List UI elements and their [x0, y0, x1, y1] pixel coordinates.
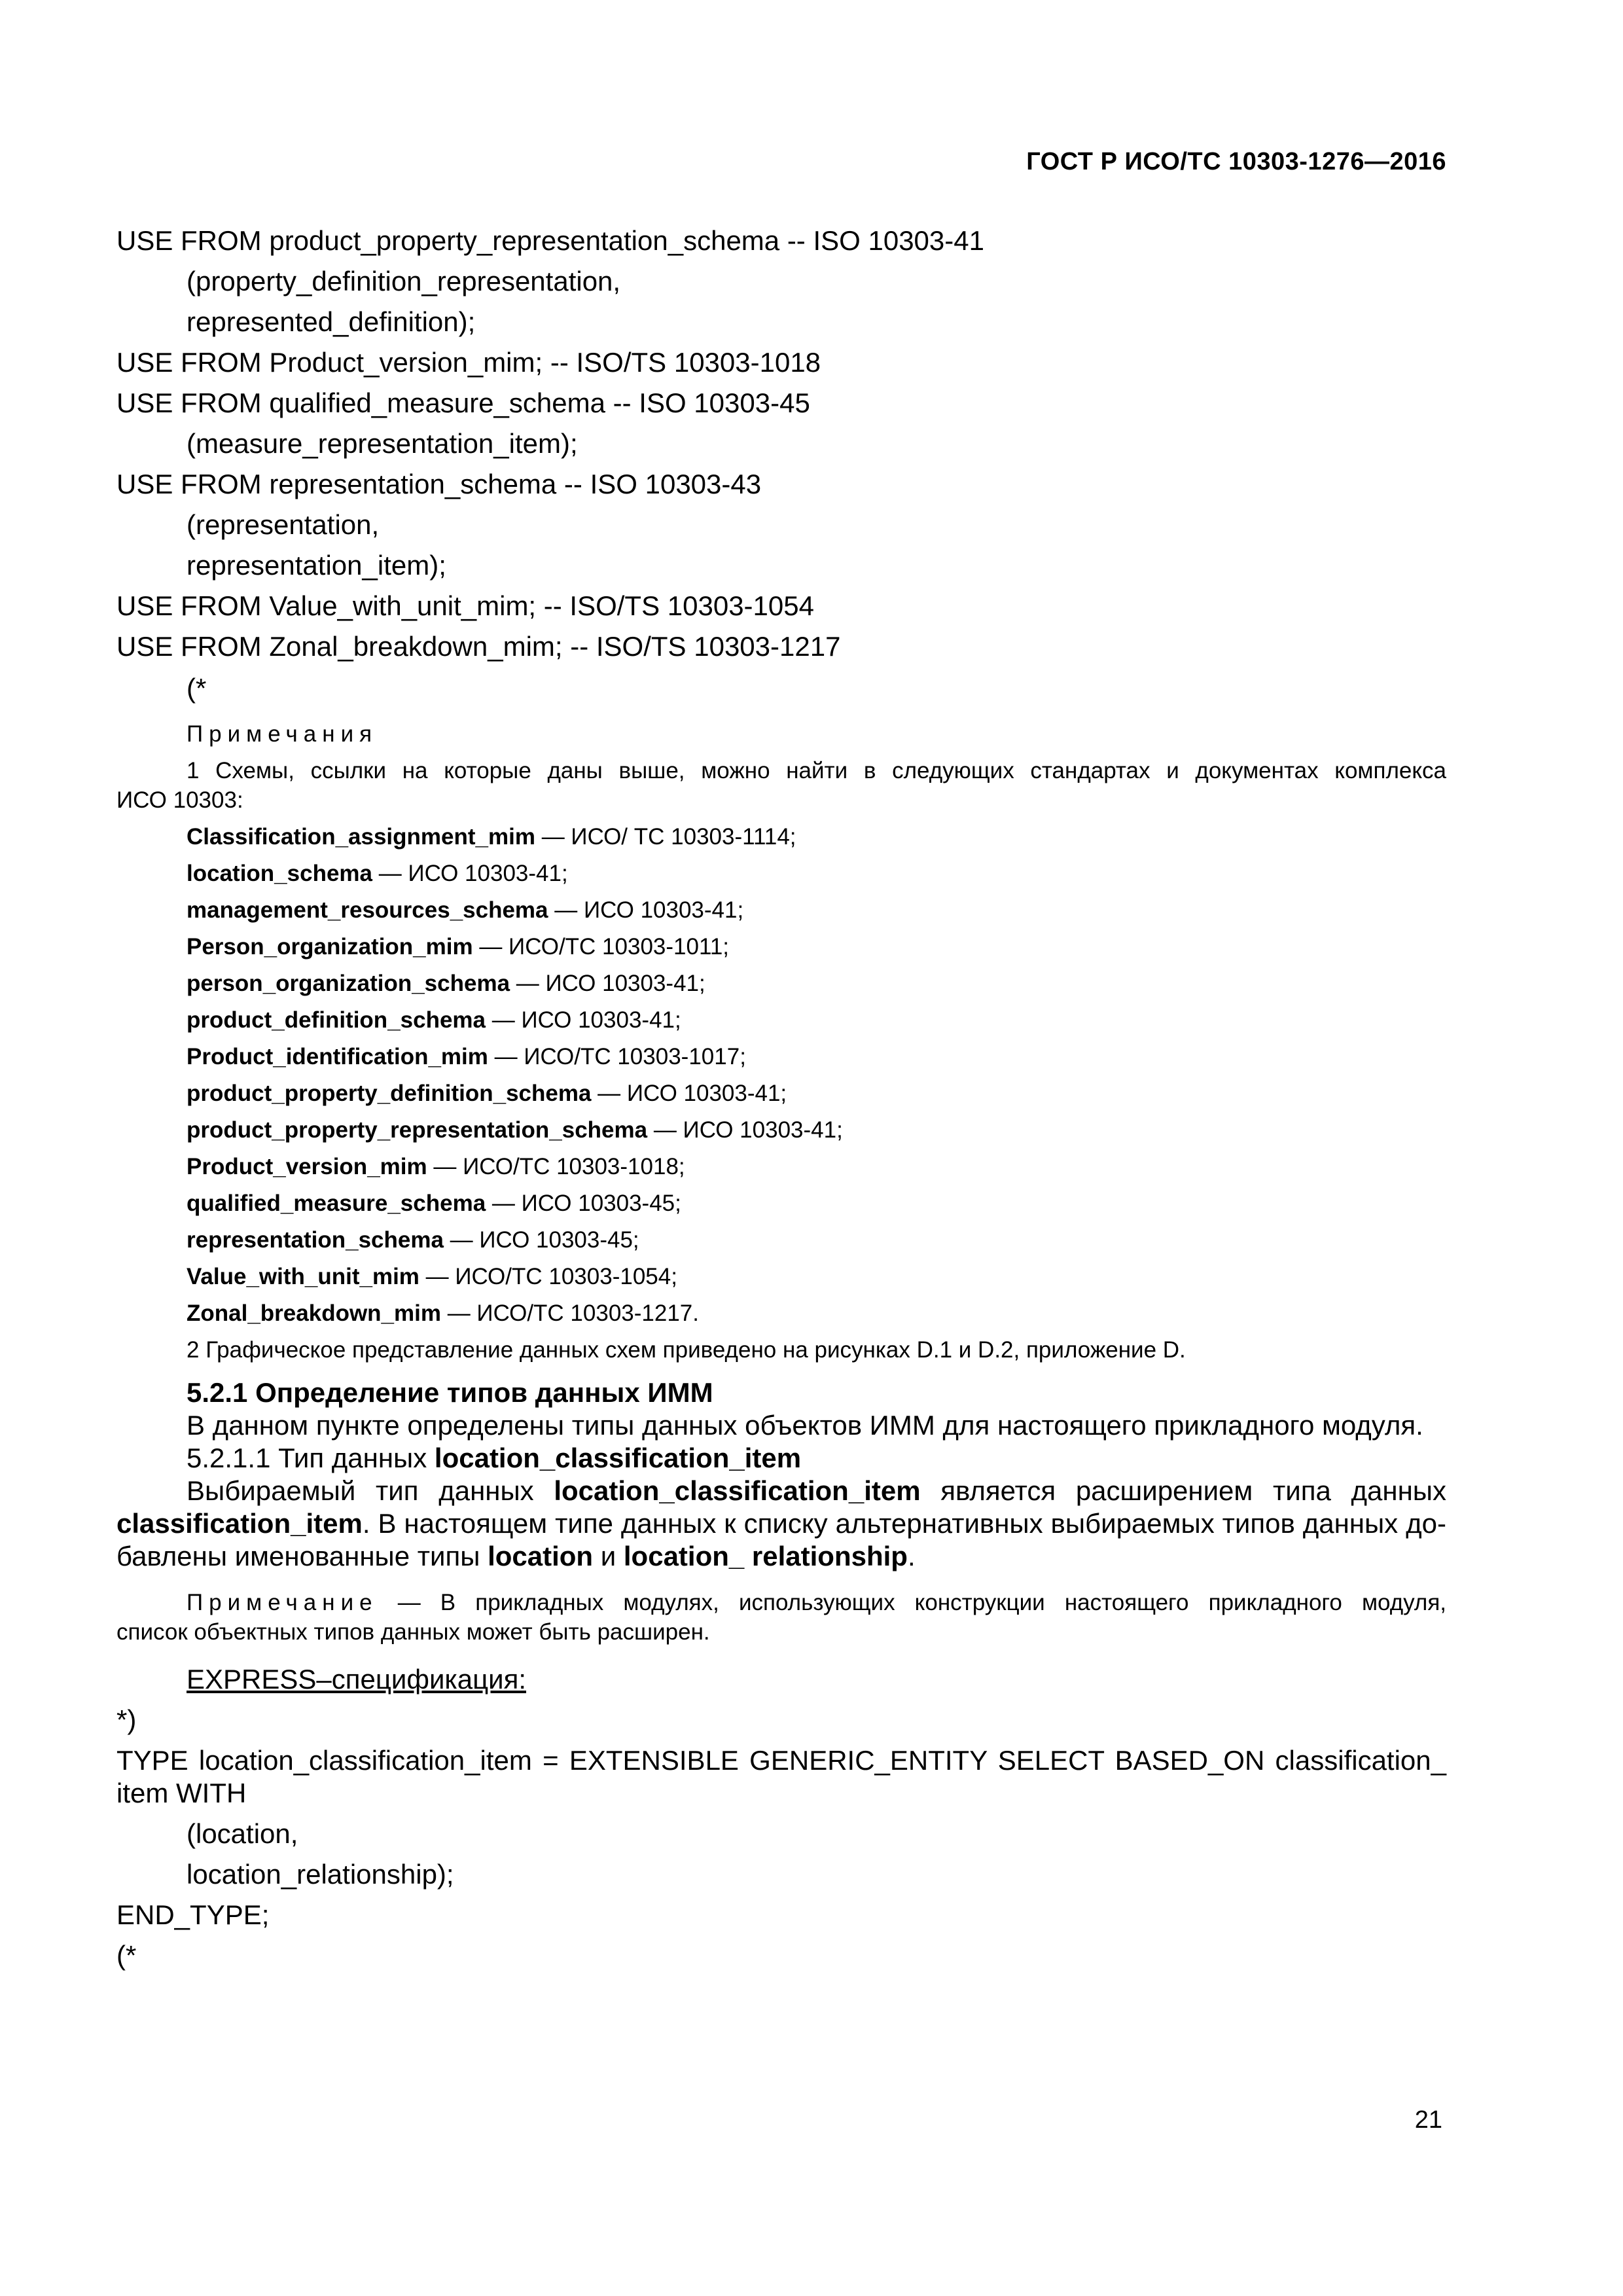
body-paragraph-line	[116, 1540, 916, 1573]
page-number: 21	[1414, 2106, 1442, 2134]
code-line: item WITH	[116, 1778, 247, 1808]
schema-reference	[187, 1116, 843, 1145]
schema-name: qualified_measure_schema	[187, 1191, 486, 1216]
code-line: (*	[116, 1940, 137, 1971]
schema-doc: — ИСО 10303-41;	[486, 1007, 681, 1033]
code-line: USE FROM qualified_measure_schema -- ISO 10303-45	[116, 387, 810, 418]
schema-reference	[187, 1153, 685, 1181]
schema-reference	[187, 896, 743, 925]
text-run: бавлены именованные типы	[116, 1541, 488, 1571]
schema-name: product_property_definition_schema	[187, 1081, 592, 1106]
schema-name: management_resources_schema	[187, 897, 548, 923]
schema-doc: — ИСО/ТС 10303-1217.	[440, 1300, 699, 1326]
text-run: .	[907, 1541, 916, 1571]
schema-reference	[187, 1079, 787, 1108]
schema-doc: — ИСО 10303-41;	[548, 897, 744, 923]
text-run: — В прикладных модулях, использующих конструкции настоящего прикладного модуля,	[378, 1590, 1446, 1615]
schema-doc: — ИСО/ТС 10303-1017;	[488, 1044, 746, 1069]
code-line: USE FROM Zonal_breakdown_mim; -- ISO/TS 10303-1217	[116, 631, 841, 662]
schema-reference	[187, 1189, 681, 1218]
code-line: location_relationship);	[187, 1859, 454, 1890]
note1-line: 1 Схемы, ссылки на которые даны выше, можно найти в следующих стандартах и документах комплекса	[187, 758, 1446, 783]
text-run: . В настоящем типе данных к списку альтернативных выбираемых типов данных до-	[362, 1508, 1446, 1539]
schema-reference	[187, 1043, 746, 1071]
code-line: TYPE location_classification_item = EXTENSIBLE GENERIC_ENTITY SELECT BASED_ON classification_	[116, 1745, 1446, 1776]
code-line: representation_item);	[187, 550, 446, 581]
schema-reference	[187, 1263, 677, 1291]
subsection-type-name: location_classification_item	[434, 1443, 802, 1473]
schema-reference	[187, 933, 729, 961]
schema-reference	[187, 1006, 681, 1035]
schema-name: person_organization_schema	[187, 971, 510, 996]
body-paragraph-line	[116, 1507, 1446, 1540]
note-label: Примечание	[187, 1590, 378, 1615]
text-run: и	[593, 1541, 624, 1571]
type-name: classification_item	[116, 1508, 363, 1539]
schema-doc: — ИСО/ТС 10303-1018;	[427, 1154, 685, 1179]
code-line: *)	[116, 1704, 137, 1735]
code-line: USE FROM Value_with_unit_mim; -- ISO/TS 10303-1054	[116, 590, 814, 621]
type-name: location_classification_item	[554, 1475, 921, 1506]
code-line: (property_definition_representation,	[187, 266, 621, 296]
body-paragraph-line	[187, 1475, 1446, 1507]
schema-doc: — ИСО 10303-41;	[372, 861, 568, 886]
note2: 2 Графическое представление данных схем приведено на рисунках D.1 и D.2, приложение D.	[187, 1337, 1186, 1363]
schema-name: product_property_representation_schema	[187, 1117, 648, 1143]
schema-reference	[187, 1299, 699, 1328]
schema-reference	[187, 1226, 639, 1255]
schema-doc: — ИСО/ ТС 10303-1114;	[535, 824, 796, 850]
document-header: ГОСТ Р ИСО/ТС 10303-1276—2016	[1026, 148, 1446, 175]
schema-name: Product_version_mim	[187, 1154, 427, 1179]
schema-doc: — ИСО 10303-41;	[510, 971, 705, 996]
schema-doc: — ИСО/ТС 10303-1011;	[473, 934, 730, 960]
code-line: represented_definition);	[187, 306, 476, 337]
code-line: (measure_representation_item);	[187, 428, 578, 459]
schema-name: Zonal_breakdown_mim	[187, 1300, 441, 1326]
schema-reference	[187, 969, 705, 998]
express-spec-label: EXPRESS–спецификация:	[187, 1664, 526, 1695]
schema-name: Value_with_unit_mim	[187, 1264, 419, 1289]
schema-doc: — ИСО 10303-41;	[647, 1117, 843, 1143]
schema-reference	[187, 859, 568, 888]
text-run: является расширением типа данных	[920, 1475, 1446, 1506]
type-name: location	[488, 1541, 594, 1571]
schema-name: Person_organization_mim	[187, 934, 473, 960]
section-note-line	[187, 1588, 1446, 1617]
note1-line: ИСО 10303:	[116, 787, 243, 813]
schema-name: Product_identification_mim	[187, 1044, 488, 1069]
notes-heading: Примечания	[187, 721, 378, 747]
text-run: Выбираемый тип данных	[187, 1475, 554, 1506]
schema-name: representation_schema	[187, 1227, 444, 1253]
schema-doc: — ИСО/ТС 10303-1054;	[419, 1264, 677, 1289]
schema-doc: — ИСО 10303-45;	[443, 1227, 639, 1253]
section-note-line: список объектных типов данных может быть расширен.	[116, 1619, 710, 1645]
code-line: (location,	[187, 1818, 298, 1849]
code-line: (representation,	[187, 509, 380, 540]
schema-name: location_schema	[187, 861, 372, 886]
section-intro: В данном пункте определены типы данных объектов ИММ для настоящего прикладного модуля.	[187, 1410, 1423, 1441]
type-name: location_ relationship	[623, 1541, 908, 1571]
subsection-number: 5.2.1.1 Тип данных	[187, 1443, 435, 1473]
schema-reference	[187, 823, 796, 852]
code-line: USE FROM product_property_representation_schema -- ISO 10303-41	[116, 225, 984, 256]
code-line: END_TYPE;	[116, 1899, 270, 1930]
schema-doc: — ИСО 10303-45;	[486, 1191, 681, 1216]
section-heading: 5.2.1 Определение типов данных ИММ	[187, 1377, 713, 1408]
code-line: USE FROM representation_schema -- ISO 10303-43	[116, 469, 762, 499]
code-line: (*	[187, 673, 207, 704]
subsection-heading	[187, 1442, 801, 1475]
schema-doc: — ИСО 10303-41;	[591, 1081, 787, 1106]
code-line: USE FROM Product_version_mim; -- ISO/TS 10303-1018	[116, 347, 821, 378]
schema-name: product_definition_schema	[187, 1007, 486, 1033]
schema-name: Classification_assignment_mim	[187, 824, 535, 850]
